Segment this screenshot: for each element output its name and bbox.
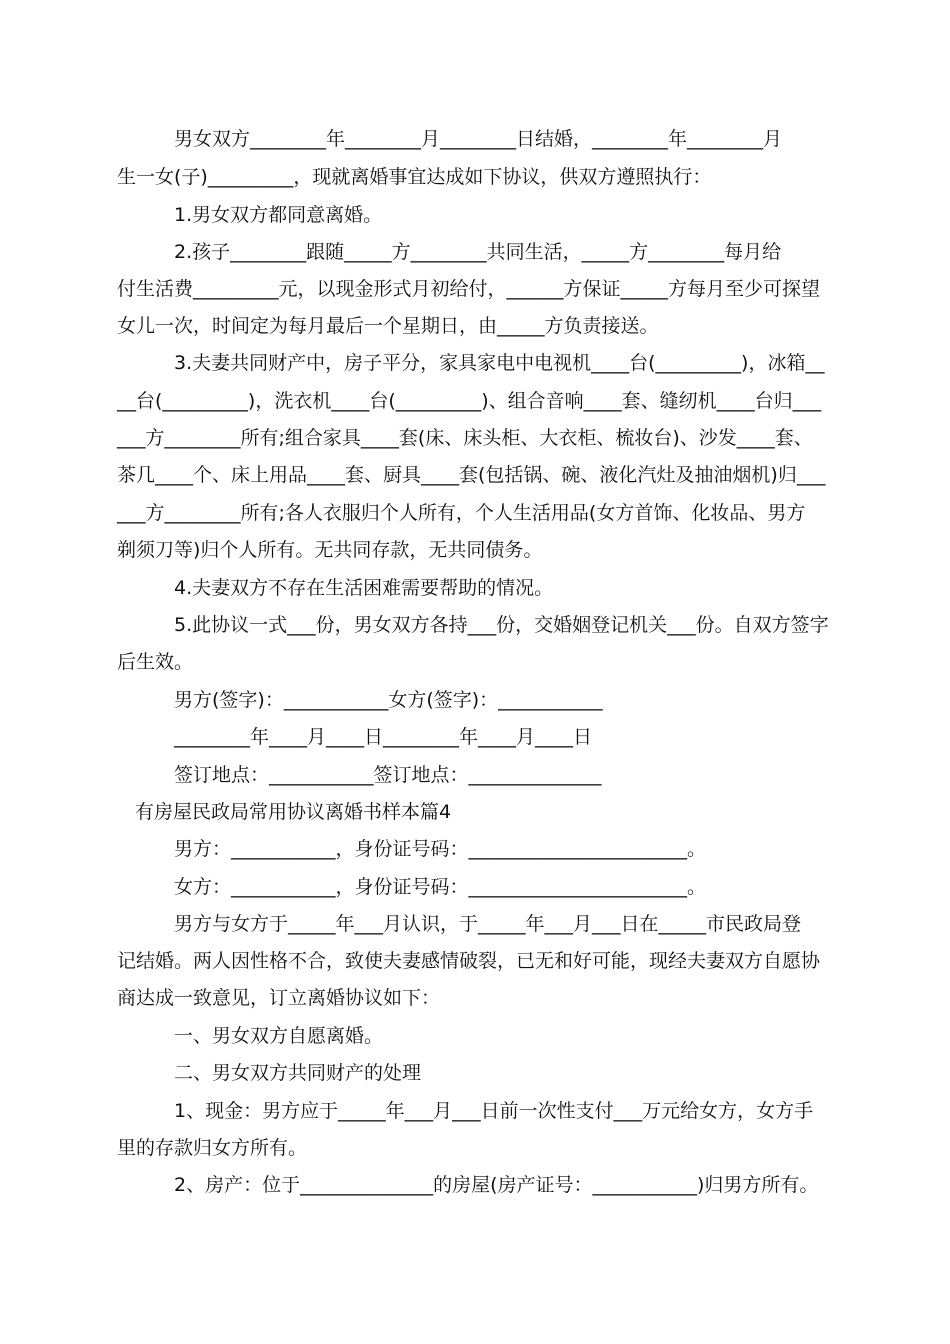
clause-3-line-4: 茶几____个、床上用品____套、厨具____套(包括锅、碗、液化汽灶及抽油烟机)归___ <box>117 464 826 486</box>
clause-2-line-3: 女儿一次，时间定为每月最后一个星期日，由_____方负责接送。 <box>117 315 659 337</box>
paragraph-marriage-line-2: 生一女(子)_________，现就离婚事宜达成如下协议，供双方遵照执行： <box>117 166 712 188</box>
cash-clause-line-1: 1、现金：男方应于_____年___月___日前一次性支付___万元给女方，女方手 <box>174 1100 814 1122</box>
clause-3-line-1: 3.夫妻共同财产中，房子平分，家具家电中电视机____台(_________)，冰箱__ <box>174 352 825 374</box>
signature-line: 男方(签字)：___________女方(签字)：___________ <box>174 689 603 711</box>
clause-4: 4.夫妻双方不存在生活困难需要帮助的情况。 <box>174 577 554 599</box>
intro-line-1: 男方与女方于_____年___月认识，于_____年___月___日在_____市民政局登 <box>174 913 802 935</box>
clause-3-line-2: __台(_________)，洗衣机____台(_________)、组合音响____套、缝纫机____台归___ <box>117 390 822 412</box>
article-1: 一、男女双方自愿离婚。 <box>174 1025 384 1047</box>
clause-2-line-1: 2.孩子________跟随_____方________共同生活，_____方________每月给 <box>174 241 782 263</box>
intro-line-3: 商达成一致意见，订立离婚协议如下： <box>117 987 441 1009</box>
clause-5-line-2: 后生效。 <box>117 651 194 673</box>
clause-1: 1.男女双方都同意离婚。 <box>174 204 383 226</box>
clause-2-line-2: 付生活费_________元，以现金形式月初给付，______方保证_____方每月至少可探望 <box>117 278 821 300</box>
female-party-line: 女方：___________，身份证号码：_______________________。 <box>174 876 707 898</box>
male-party-line: 男方：___________，身份证号码：_______________________。 <box>174 838 707 860</box>
signing-place-line: 签订地点：___________签订地点：______________ <box>174 764 602 786</box>
date-line: ________年____月____日________年____月____日 <box>174 726 593 748</box>
cash-clause-line-2: 里的存款归女方所有。 <box>117 1137 308 1159</box>
clause-3-line-6: 剃须刀等)归个人所有。无共同存款，无共同债务。 <box>117 539 543 561</box>
property-clause: 2、房产：位于______________的房屋(房产证号：___________)归男方所有。 <box>174 1174 819 1196</box>
clause-3-line-5: ___方________所有;各人衣服归个人所有，个人生活用品(女方首饰、化妆品、男方 <box>117 502 806 524</box>
clause-3-line-3: ___方________所有;组合家具____套(床、床头柜、大衣柜、梳妆台)、沙发____套、 <box>117 427 813 449</box>
article-2-title: 二、男女双方共同财产的处理 <box>174 1062 422 1084</box>
clause-5-line-1: 5.此协议一式___份，男女双方各持___份，交婚姻登记机关___份。自双方签字 <box>174 614 829 636</box>
intro-line-2: 记结婚。两人因性格不合，致使夫妻感情破裂，已无和好可能，现经夫妻双方自愿协 <box>117 950 821 972</box>
section-heading: 有房屋民政局常用协议离婚书样本篇4 <box>135 801 452 823</box>
paragraph-marriage-line-1: 男女双方________年________月________日结婚，________年________月 <box>174 128 783 150</box>
